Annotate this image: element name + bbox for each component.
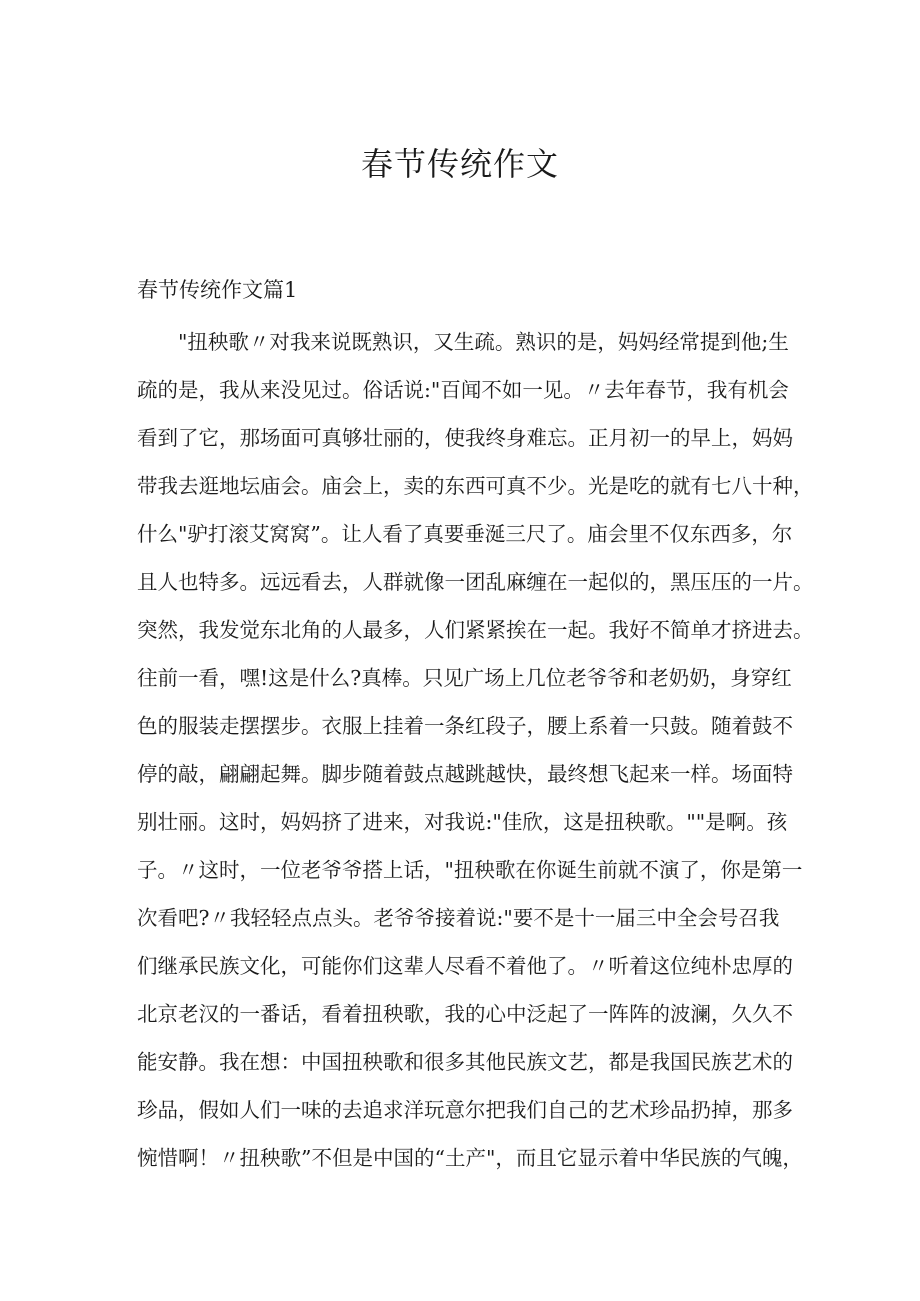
text-line: 能安静。我在想：中国扭秧歌和很多其他民族文艺，都是我国民族艺术的: [137, 1050, 793, 1074]
text-line: 北京老汉的一番话，看着扭秧歌，我的心中泛起了一阵阵的波澜，久久不: [137, 1002, 793, 1026]
text-line: 往前一看，嘿!这是什么?真棒。只见广场上几位老爷爷和老奶奶，身穿红: [137, 666, 792, 690]
document-title: 春节传统作文: [360, 145, 559, 183]
text-line: 们继承民族文化，可能你们这辈人尽看不着他了。〃听着这位纯朴忠厚的: [137, 954, 793, 978]
text-line: 子。〃这时，一位老爷爷搭上话，"扭秧歌在你诞生前就不演了，你是第一: [137, 858, 803, 882]
text-line: "扭秧歌〃对我来说既熟识，又生疏。熟识的是，妈妈经常提到他;生: [178, 330, 789, 354]
text-line: 看到了它，那场面可真够壮丽的，使我终身难忘。正月初一的早上，妈妈: [137, 426, 793, 450]
text-line: 疏的是，我从来没见过。俗话说:"百闻不如一见。〃去年春节，我有机会: [137, 378, 789, 402]
body-paragraph: [137, 318, 814, 1182]
text-line: 次看吧?〃我轻轻点点头。老爷爷接着说:"要不是十一届三中全会号召我: [137, 906, 780, 930]
text-line: 突然，我发觉东北角的人最多，人们紧紧挨在一起。我好不简单才挤进去。: [137, 618, 814, 642]
text-line: 什么"驴打滚艾窝窝”。让人看了真要垂涎三尺了。庙会里不仅东西多，尔: [137, 522, 793, 546]
text-line: 珍品，假如人们一味的去追求洋玩意尔把我们自己的艺术珍品扔掉，那多: [137, 1098, 793, 1122]
text-line: 色的服装走摆摆步。衣服上挂着一条红段子，腰上系着一只鼓。随着鼓不: [137, 714, 793, 738]
text-line: 且人也特多。远远看去，人群就像一团乱麻缠在一起似的，黑压压的一片。: [137, 570, 814, 594]
text-line: 停的敲，翩翩起舞。脚步随着鼓点越跳越快，最终想飞起来一样。场面特: [137, 762, 793, 786]
text-line: 别壮丽。这时，妈妈挤了进来，对我说:"佳欣，这是扭秧歌。""是啊。孩: [137, 810, 788, 834]
text-line: 带我去逛地坛庙会。庙会上，卖的东西可真不少。光是吃的就有七八十种，: [137, 474, 814, 498]
section-heading: 春节传统作文篇1: [137, 278, 298, 302]
text-line: 惋惜啊！〃扭秧歌”不但是中国的“土产"，而且它显示着中华民族的气魄，: [137, 1146, 803, 1170]
